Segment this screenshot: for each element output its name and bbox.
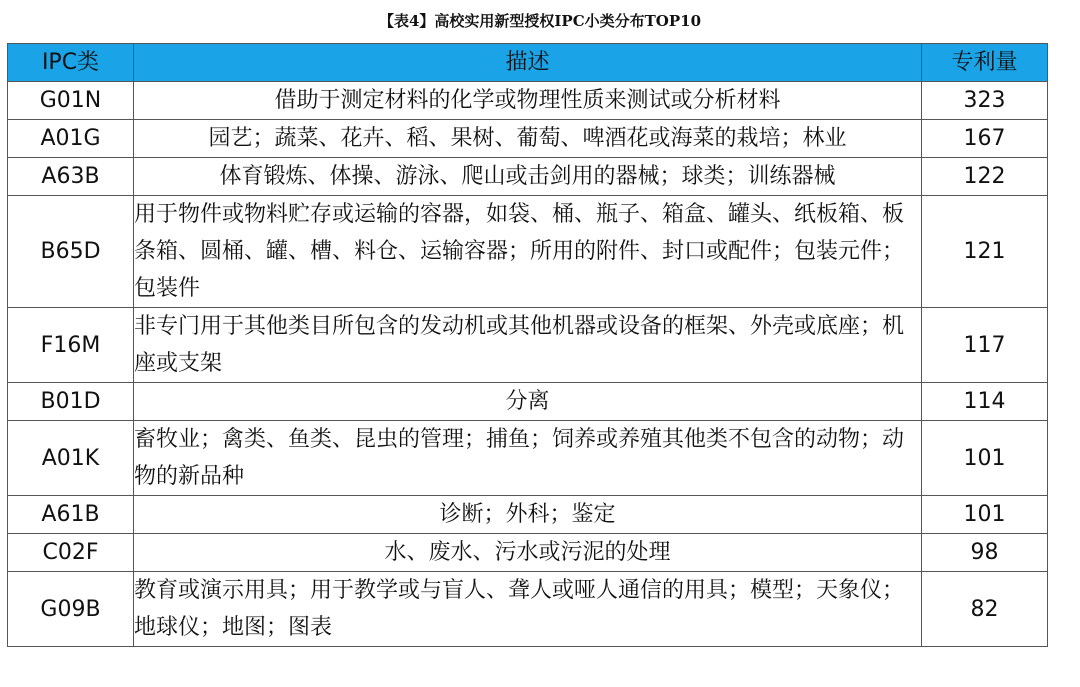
ipc-description: 诊断；外科；鉴定 <box>134 496 922 534</box>
patent-count: 98 <box>922 534 1048 572</box>
header-count: 专利量 <box>922 44 1048 82</box>
ipc-description: 园艺；蔬菜、花卉、稻、果树、葡萄、啤酒花或海菜的栽培；林业 <box>134 120 922 158</box>
table-header-row <box>8 44 1048 82</box>
patent-count: 114 <box>922 383 1048 421</box>
table-row <box>8 196 1048 308</box>
ipc-code: A01K <box>8 421 134 496</box>
ipc-code: A01G <box>8 120 134 158</box>
ipc-code: B01D <box>8 383 134 421</box>
ipc-code: G01N <box>8 82 134 120</box>
patent-count: 323 <box>922 82 1048 120</box>
ipc-table <box>7 43 1048 647</box>
ipc-description: 体育锻炼、体操、游泳、爬山或击剑用的器械；球类；训练器械 <box>134 158 922 196</box>
ipc-code: C02F <box>8 534 134 572</box>
table-row <box>8 120 1048 158</box>
table-row <box>8 421 1048 496</box>
ipc-description: 畜牧业；禽类、鱼类、昆虫的管理；捕鱼；饲养或养殖其他类不包含的动物；动物的新品种 <box>134 421 922 496</box>
ipc-description: 用于物件或物料贮存或运输的容器，如袋、桶、瓶子、箱盒、罐头、纸板箱、板条箱、圆桶、罐、槽、料仓、运输容器；所用的附件、封口或配件；包装元件；包装件 <box>134 196 922 308</box>
ipc-description: 非专门用于其他类目所包含的发动机或其他机器或设备的框架、外壳或底座；机座或支架 <box>134 308 922 383</box>
patent-count: 122 <box>922 158 1048 196</box>
table-row <box>8 308 1048 383</box>
ipc-code: A61B <box>8 496 134 534</box>
patent-count: 82 <box>922 572 1048 647</box>
ipc-description: 分离 <box>134 383 922 421</box>
patent-count: 117 <box>922 308 1048 383</box>
header-ipc: IPC类 <box>8 44 134 82</box>
table-row <box>8 82 1048 120</box>
patent-count: 101 <box>922 496 1048 534</box>
table-row <box>8 534 1048 572</box>
table-row <box>8 572 1048 647</box>
table-caption: 【表4】高校实用新型授权IPC小类分布TOP10 <box>378 12 702 30</box>
ipc-description: 借助于测定材料的化学或物理性质来测试或分析材料 <box>134 82 922 120</box>
patent-count: 121 <box>922 196 1048 308</box>
table-row <box>8 496 1048 534</box>
ipc-code: F16M <box>8 308 134 383</box>
table-row <box>8 158 1048 196</box>
ipc-code: A63B <box>8 158 134 196</box>
ipc-code: B65D <box>8 196 134 308</box>
patent-count: 167 <box>922 120 1048 158</box>
patent-count: 101 <box>922 421 1048 496</box>
header-description: 描述 <box>134 44 922 82</box>
ipc-description: 水、废水、污水或污泥的处理 <box>134 534 922 572</box>
ipc-description: 教育或演示用具；用于教学或与盲人、聋人或哑人通信的用具；模型；天象仪；地球仪；地图；图表 <box>134 572 922 647</box>
table-row <box>8 383 1048 421</box>
ipc-code: G09B <box>8 572 134 647</box>
